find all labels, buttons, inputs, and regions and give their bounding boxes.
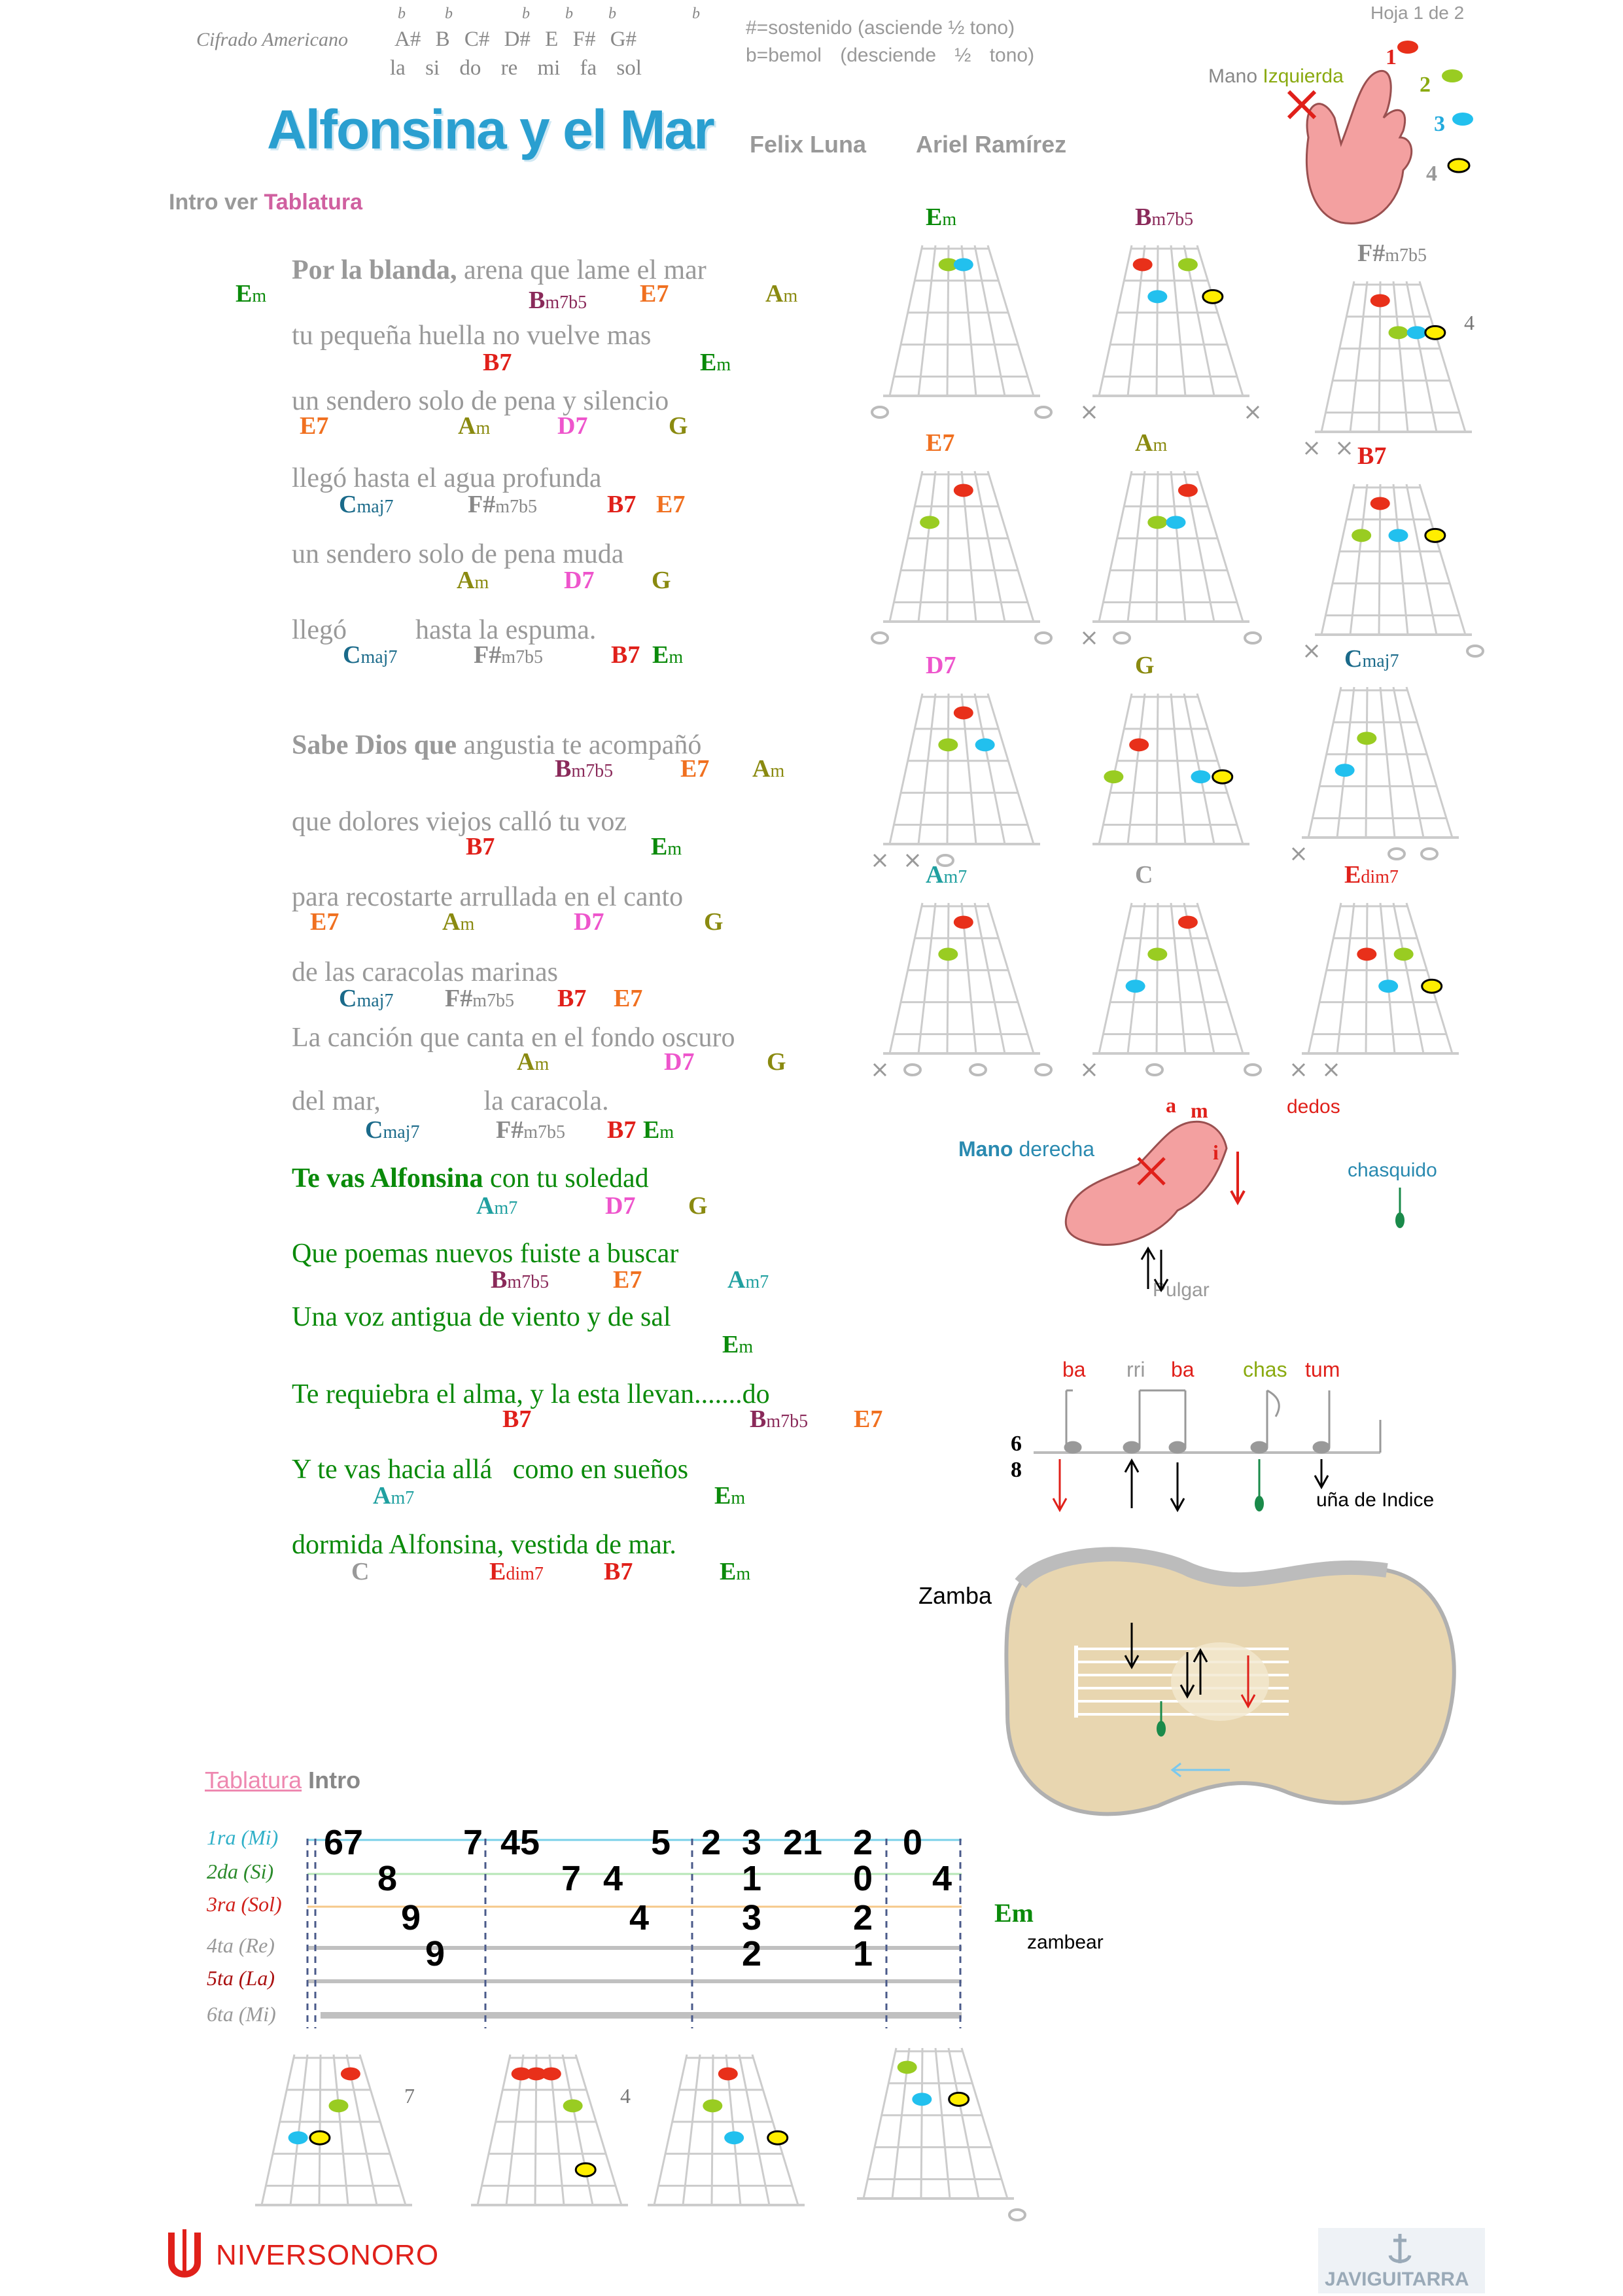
tab-fret-number: 2 — [701, 1823, 722, 1862]
chord-label: B7 — [502, 1405, 532, 1433]
sostenido-note: #=sostenido (asciende ½ tono) — [746, 17, 1015, 39]
finger-dot — [938, 738, 958, 751]
chord-label: Edim7 — [489, 1558, 544, 1585]
chord-label: G — [1135, 652, 1155, 679]
chord-label: G — [652, 567, 671, 594]
chord-label: Em — [714, 1482, 746, 1510]
dedos-label: dedos — [1287, 1096, 1340, 1118]
tab-string-label: 6ta (Mi) — [207, 2002, 276, 2026]
finger-dot — [542, 2067, 561, 2080]
chord-diagram — [1073, 465, 1263, 654]
chord-label: G — [767, 1048, 786, 1076]
finger-dot — [1178, 258, 1198, 271]
svg-text:i: i — [1213, 1140, 1219, 1164]
finger-dot — [1352, 529, 1371, 542]
tab-fret-number: 7 — [463, 1823, 483, 1862]
song-title: Alfonsina y el Mar — [267, 99, 714, 160]
chord-label: Em — [651, 833, 682, 860]
finger-dot — [1129, 738, 1149, 751]
chord-label: Bm7b5 — [1135, 203, 1194, 231]
chord-label: B7 — [607, 491, 637, 518]
lyric-line: para recostarte arrullada en el canto — [292, 882, 684, 912]
author-lyricist: Felix Luna — [750, 131, 867, 158]
chord-diagram — [451, 2048, 641, 2238]
rhythm-syllable: ba — [1171, 1358, 1195, 1381]
chord-label: Am — [1135, 429, 1168, 457]
intro-line: Intro ver Tablatura — [169, 190, 363, 215]
anchor-icon — [1384, 2231, 1416, 2267]
chord-label: Cmaj7 — [365, 1116, 420, 1144]
tab-fret-number: 21 — [783, 1823, 823, 1862]
finger-dot — [938, 947, 958, 961]
tab-title: Tablatura Intro — [205, 1767, 361, 1793]
chord-label: E7 — [640, 280, 669, 308]
chord-label: B7 — [611, 641, 640, 669]
chord-label: Am — [517, 1048, 550, 1076]
chord-label: Em — [700, 349, 731, 376]
lyric-line: Por la blanda, arena que lame el mar — [292, 255, 707, 285]
tab-fret-number: 9 — [401, 1898, 421, 1937]
finger-dot — [768, 2131, 788, 2144]
chord-label: E7 — [614, 985, 643, 1012]
lyric-line: llegó hasta la espuma. — [292, 615, 597, 645]
chord-label: Am7 — [926, 861, 968, 889]
finger-dot — [724, 2131, 744, 2144]
rhythm-syllable: tum — [1305, 1358, 1340, 1381]
finger-dot — [954, 484, 973, 497]
chord-label: Em — [236, 280, 267, 308]
lyric-line: Te vas Alfonsina con tu soledad — [292, 1163, 649, 1193]
javiguitarra-logo — [1318, 2228, 1485, 2293]
tab-fret-number: 2 — [742, 1934, 762, 1973]
bemol-note: b=bemol (desciende ½ tono) — [746, 44, 1035, 66]
chord-label: Em — [722, 1331, 754, 1358]
chord-label: Cmaj7 — [343, 641, 398, 669]
niversonoro-logo-icon — [165, 2226, 211, 2285]
chord-diagram — [837, 2041, 1027, 2231]
finger-dot — [718, 2067, 738, 2080]
finger-dot — [563, 2099, 583, 2112]
finger-dot — [1388, 529, 1408, 542]
finger-dot — [1394, 947, 1414, 961]
finger-dot — [1147, 290, 1167, 303]
lyric-line: dormida Alfonsina, vestida de mar. — [292, 1530, 676, 1560]
finger-dot — [1126, 980, 1145, 993]
tab-string-label: 5ta (La) — [207, 1966, 275, 1990]
tab-string-label: 2da (Si) — [207, 1860, 274, 1883]
chord-label: Am7 — [373, 1482, 415, 1510]
tab-fret-number: 8 — [377, 1859, 398, 1898]
guitar-body-icon — [994, 1544, 1465, 1819]
chord-label: B7 — [604, 1558, 633, 1585]
finger-dot — [1357, 947, 1376, 961]
tab-fret-number: 7 — [561, 1859, 582, 1898]
lyric-line: del mar, la caracola. — [292, 1086, 609, 1116]
chord-label: Am7 — [476, 1192, 518, 1220]
finger-dot — [1422, 980, 1442, 993]
finger-dot — [1147, 947, 1167, 961]
fret-number: 7 — [404, 2084, 415, 2108]
tab-fret-number: 9 — [425, 1934, 445, 1973]
chord-label: F#m7b5 — [445, 985, 514, 1012]
chord-label: Am7 — [727, 1266, 769, 1294]
lyric-line: Te requiebra el alma, y la esta llevan.......do — [292, 1379, 770, 1409]
tab-fret-number: 4 — [932, 1859, 952, 1898]
lyric-line: Que poemas nuevos fuiste a buscar — [292, 1239, 679, 1269]
chord-diagram — [864, 896, 1053, 1086]
chord-label: Bm7b5 — [529, 287, 587, 314]
chord-label: E7 — [310, 908, 340, 936]
chord-label: D7 — [605, 1192, 636, 1220]
fret-number: 4 — [1464, 311, 1475, 334]
chord-label: F#m7b5 — [1357, 239, 1427, 267]
finger-dot — [1425, 529, 1445, 542]
svg-text:2: 2 — [1420, 73, 1431, 97]
chord-label: Em — [643, 1116, 674, 1144]
chord-label: B7 — [1357, 442, 1387, 470]
tab-string-label: 1ra (Mi) — [207, 1826, 279, 1849]
tab-fret-number: 5 — [651, 1823, 671, 1862]
tab-end-chord: Em — [994, 1898, 1034, 1928]
finger-dot — [1178, 484, 1198, 497]
finger-dot — [341, 2067, 360, 2080]
chord-label: B7 — [607, 1116, 637, 1144]
chord-label: E7 — [656, 491, 686, 518]
footer-right-brand: JAVIGUITARRA — [1325, 2269, 1469, 2290]
finger-dot — [1378, 980, 1398, 993]
finger-dot — [1425, 326, 1445, 339]
tab-fret-number: 2 — [853, 1823, 873, 1862]
chord-label: G — [704, 908, 724, 936]
chord-label: Em — [926, 203, 957, 231]
chord-label: F#m7b5 — [496, 1116, 565, 1144]
finger-dot — [920, 516, 939, 529]
tab-fret-number: 67 — [324, 1823, 364, 1862]
finger-dot — [1133, 258, 1153, 271]
finger-dot — [975, 738, 995, 751]
tab-fret-number: 45 — [500, 1823, 540, 1862]
chord-label: E7 — [926, 429, 955, 457]
chord-label: E7 — [680, 755, 710, 783]
chord-label: Am — [752, 755, 785, 783]
chord-label: B7 — [466, 833, 495, 860]
lyric-line: Y te vas hacia allá como en sueños — [292, 1455, 689, 1485]
chord-label: Cmaj7 — [1344, 645, 1399, 673]
chord-label: F#m7b5 — [474, 641, 543, 669]
chord-label: Cmaj7 — [339, 985, 394, 1012]
chord-label: Bm7b5 — [750, 1405, 809, 1433]
left-hand-icon — [1263, 33, 1472, 242]
left-hand-label: Mano Izquierda — [1208, 65, 1344, 87]
lyric-line: Una voz antigua de viento y de sal — [292, 1302, 671, 1332]
finger-dot — [1370, 497, 1390, 510]
finger-dot — [912, 2093, 932, 2106]
chord-label: G — [688, 1192, 708, 1220]
lyric-line: La canción que canta en el fondo oscuro — [292, 1023, 735, 1053]
svg-text:a: a — [1166, 1093, 1176, 1117]
finger-dot — [1178, 915, 1198, 928]
chord-diagram — [1073, 896, 1263, 1086]
finger-dot — [1357, 732, 1376, 745]
chord-label: D7 — [926, 652, 956, 679]
tab-fret-number: 0 — [853, 1859, 873, 1898]
chord-label: B7 — [557, 985, 587, 1012]
finger-dot — [1203, 290, 1223, 303]
chord-label: D7 — [664, 1048, 695, 1076]
lyric-line: un sendero solo de pena y silencio — [292, 386, 669, 416]
author-composer: Ariel Ramírez — [916, 131, 1067, 158]
chord-label: D7 — [557, 412, 588, 440]
chord-label: Bm7b5 — [555, 755, 614, 783]
rhythm-note: uña de Indice — [1316, 1489, 1435, 1511]
tab-fret-number: 3 — [742, 1823, 762, 1862]
finger-dot — [1388, 326, 1408, 339]
right-hand-icon — [1060, 1086, 1400, 1296]
chord-diagram — [1282, 680, 1472, 870]
rhythm-syllable: ba — [1062, 1358, 1086, 1381]
chasquido-label: chasquido — [1348, 1159, 1437, 1181]
finger-dot — [1191, 770, 1210, 783]
chord-diagram — [1282, 896, 1472, 1086]
lyric-line: de las caracolas marinas — [292, 957, 558, 987]
finger-dot — [1104, 770, 1123, 783]
svg-text:4: 4 — [1426, 162, 1437, 186]
tab-fret-number: 2 — [853, 1898, 873, 1937]
tab-fret-number: 1 — [853, 1934, 873, 1973]
finger-dot — [1370, 294, 1390, 307]
chord-label: C — [1135, 861, 1153, 889]
lyric-line: Sabe Dios que angustia te acompañó — [292, 730, 702, 760]
chord-label: Em — [720, 1558, 751, 1585]
tablatura-title-link[interactable]: Tablatura — [205, 1767, 302, 1793]
finger-dot — [954, 915, 973, 928]
time-signature: 6 8 — [1011, 1432, 1022, 1482]
chord-label: C — [351, 1558, 370, 1585]
american-notes: A# B C# D# E F# G# — [394, 27, 637, 51]
lyric-line: tu pequeña huella no vuelve mas — [292, 321, 652, 351]
zamba-label: Zamba — [918, 1582, 992, 1609]
chord-label: E7 — [613, 1266, 642, 1294]
chord-label: Am — [765, 280, 798, 308]
chord-label: Am — [442, 908, 475, 936]
latin-notes: la si do re mi fa sol — [390, 56, 642, 80]
sheet-number: Hoja 1 de 2 — [1370, 3, 1465, 23]
finger-dot — [954, 706, 973, 719]
chord-label: Bm7b5 — [491, 1266, 550, 1294]
chord-label: Am — [457, 567, 489, 594]
chord-diagram — [864, 239, 1053, 429]
finger-dot — [1335, 764, 1355, 777]
chord-diagram — [864, 687, 1053, 877]
fret-number: 4 — [620, 2084, 631, 2108]
chord-label: E7 — [300, 412, 329, 440]
pulgar-label: Pulgar — [1153, 1279, 1210, 1301]
svg-text:m: m — [1191, 1099, 1208, 1122]
chord-label: Edim7 — [1344, 861, 1399, 889]
chord-label: B7 — [483, 349, 512, 376]
chord-label: Em — [652, 641, 684, 669]
finger-dot — [576, 2163, 595, 2176]
tab-fret-number: 1 — [742, 1859, 762, 1898]
finger-dot — [703, 2099, 722, 2112]
tab-fret-number: 3 — [742, 1898, 762, 1937]
chord-label: Cmaj7 — [339, 491, 394, 518]
footer-brand: NIVERSONORO — [216, 2239, 440, 2271]
chord-diagram — [1073, 239, 1263, 429]
finger-dot — [288, 2131, 308, 2144]
finger-dot — [949, 2093, 969, 2106]
tab-end-note: zambear — [1027, 1932, 1104, 1953]
tablatura-link[interactable]: Tablatura — [264, 190, 363, 215]
finger-dot — [898, 2060, 917, 2074]
chord-diagram — [864, 465, 1053, 654]
tab-fret-number: 4 — [603, 1859, 623, 1898]
tab-fret-number: 4 — [629, 1898, 650, 1937]
chord-label: F#m7b5 — [468, 491, 537, 518]
finger-dot — [954, 258, 973, 271]
finger-dot — [1166, 516, 1185, 529]
cifrado-label: Cifrado Americano — [196, 29, 348, 50]
chord-label: D7 — [564, 567, 595, 594]
rhythm-syllable: chas — [1243, 1358, 1287, 1381]
lyric-line: que dolores viejos calló tu voz — [292, 807, 627, 837]
rhythm-syllable: rri — [1126, 1358, 1145, 1381]
chord-label: D7 — [574, 908, 604, 936]
chord-diagram — [1295, 478, 1485, 667]
chord-diagram — [236, 2048, 425, 2238]
lyric-line: un sendero solo de pena muda — [292, 539, 624, 569]
lyric-line: llegó hasta el agua profunda — [292, 463, 602, 493]
tab-string-label: 4ta (Re) — [207, 1934, 275, 1957]
tab-string-label: 3ra (Sol) — [207, 1892, 282, 1916]
tab-fret-number: 0 — [903, 1823, 923, 1862]
finger-dot — [310, 2131, 330, 2144]
chord-label: G — [669, 412, 688, 440]
chord-label: E7 — [854, 1405, 883, 1433]
finger-dot — [1213, 770, 1232, 783]
finger-dot — [1407, 326, 1427, 339]
chord-diagram — [1073, 687, 1263, 877]
right-hand-label: Mano derecha — [958, 1137, 1095, 1161]
chord-diagram — [628, 2048, 818, 2238]
finger-dot — [328, 2099, 348, 2112]
svg-text:3: 3 — [1434, 112, 1445, 136]
svg-text:1: 1 — [1386, 45, 1397, 69]
chord-label: Am — [458, 412, 491, 440]
chord-diagram — [1295, 275, 1485, 465]
finger-dot — [1147, 516, 1167, 529]
